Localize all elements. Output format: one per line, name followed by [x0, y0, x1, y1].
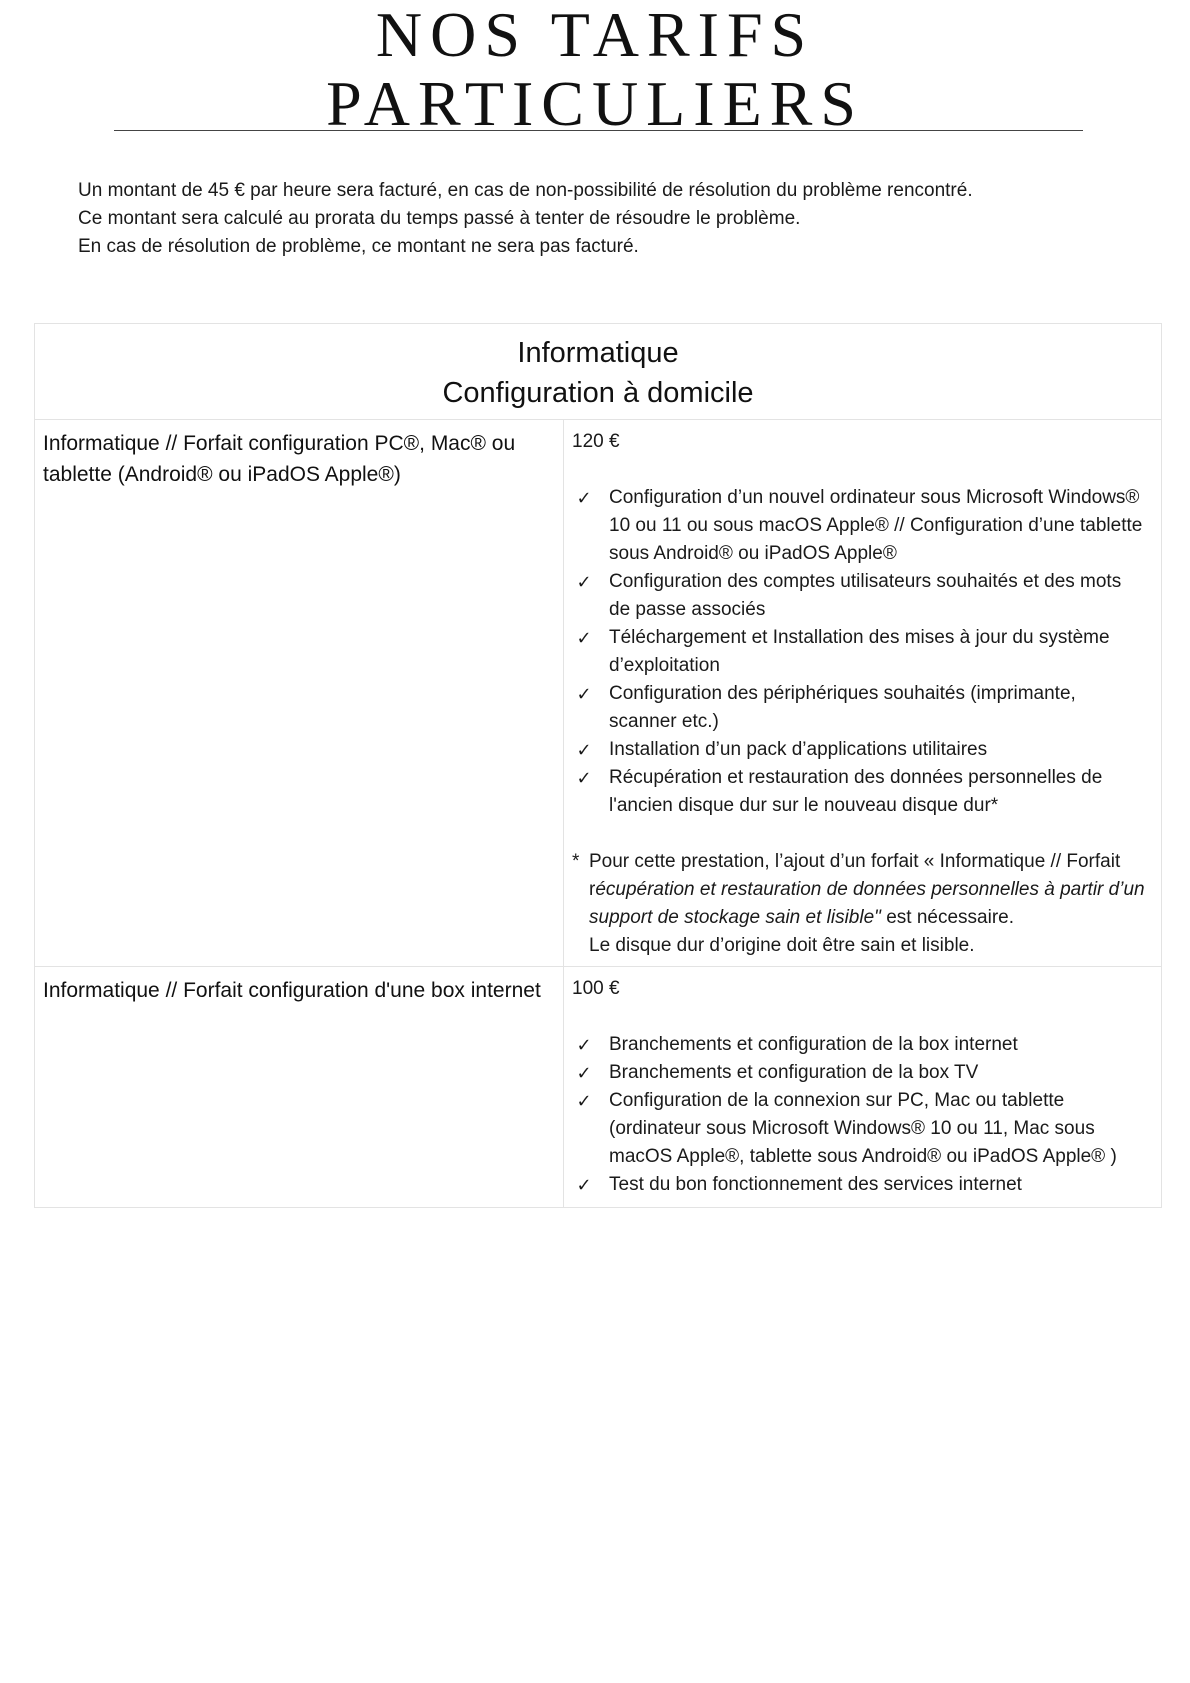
offer-price: 120 € — [572, 431, 620, 452]
checkmark-icon: ✓ — [576, 684, 592, 704]
table-header-line-1: Informatique — [517, 337, 679, 369]
offer-footnote — [572, 848, 1147, 960]
feature-text: Configuration des périphériques souhaités (imprimante, scanner etc.) — [609, 683, 1076, 732]
list-item — [572, 484, 1147, 568]
pricing-table-header-row — [35, 324, 1162, 420]
feature-text: Téléchargement et Installation des mises à jour du système d’exploitation — [609, 627, 1110, 676]
offer-name: Informatique // Forfait configuration PC®, Mac® ou tablette (Android® ou iPadOS Apple®) — [35, 420, 564, 967]
checkmark-icon: ✓ — [576, 1091, 592, 1111]
feature-text: Récupération et restauration des données personnelles de l'ancien disque dur sur le nouveau disque dur* — [609, 767, 1103, 816]
checkmark-icon: ✓ — [576, 1175, 592, 1195]
checkmark-icon: ✓ — [576, 572, 592, 592]
feature-text: Branchements et configuration de la box TV — [609, 1062, 979, 1083]
intro-paragraph — [78, 177, 1118, 261]
pricing-table-header — [35, 324, 1162, 420]
checkmark-icon: ✓ — [576, 1063, 592, 1083]
table-row — [35, 420, 1162, 967]
feature-text: Configuration des comptes utilisateurs souhaités et des mots de passe associés — [609, 571, 1122, 620]
page-title-line-1: NOS TARIFS — [375, 0, 815, 70]
checkmark-icon: ✓ — [576, 768, 592, 788]
footnote-asterisk: * — [572, 851, 580, 872]
checkmark-icon: ✓ — [576, 628, 592, 648]
offer-feature-list — [572, 484, 1147, 820]
title-divider — [114, 130, 1083, 131]
page-title — [0, 0, 1190, 138]
table-row — [35, 967, 1162, 1208]
footnote-text-start: Pour cette prestation, l’ajout d’un forfait « Informatique // Forfait r — [589, 851, 1121, 900]
feature-text: Branchements et configuration de la box internet — [609, 1034, 1018, 1055]
list-item — [572, 736, 1147, 764]
table-header-line-2: Configuration à domicile — [442, 377, 754, 409]
list-item — [572, 568, 1147, 624]
offer-price: 100 € — [572, 978, 620, 999]
footnote-text-end: est nécessaire. — [880, 907, 1014, 928]
feature-text: Configuration de la connexion sur PC, Mac ou tablette (ordinateur sous Microsoft Windows® 10 ou 11, Mac sous macOS Apple®, tablette sous Android® ou iPadOS Apple® ) — [609, 1090, 1117, 1167]
list-item — [572, 1059, 1147, 1087]
feature-text: Installation d’un pack d’applications utilitaires — [609, 739, 988, 760]
offer-details — [564, 420, 1162, 967]
intro-line: Un montant de 45 € par heure sera facturé, en cas de non-possibilité de résolution du problème rencontré. — [78, 180, 973, 201]
checkmark-icon: ✓ — [576, 1035, 592, 1055]
footnote-text-italic: écupération et restauration de données personnelles à partir d’un support de stockage sain et lisible" — [589, 879, 1145, 928]
footnote-text — [589, 848, 1147, 932]
list-item — [572, 1171, 1147, 1199]
checkmark-icon: ✓ — [576, 740, 592, 760]
offer-details — [564, 967, 1162, 1208]
page-title-line-2: PARTICULIERS — [326, 68, 864, 139]
feature-text: Test du bon fonctionnement des services internet — [609, 1174, 1022, 1195]
intro-line: En cas de résolution de problème, ce montant ne sera pas facturé. — [78, 236, 639, 257]
list-item — [572, 1031, 1147, 1059]
list-item — [572, 680, 1147, 736]
footnote-second-line: Le disque dur d’origine doit être sain et lisible. — [589, 935, 975, 956]
list-item — [572, 624, 1147, 680]
list-item — [572, 764, 1147, 820]
intro-line: Ce montant sera calculé au prorata du temps passé à tenter de résoudre le problème. — [78, 208, 801, 229]
feature-text: Configuration d’un nouvel ordinateur sous Microsoft Windows® 10 ou 11 ou sous macOS Apple® // Configuration d’une tablette sous Android® ou iPadOS Apple® — [609, 487, 1143, 564]
offer-feature-list — [572, 1031, 1147, 1199]
list-item — [572, 1087, 1147, 1171]
offer-name: Informatique // Forfait configuration d'une box internet — [35, 967, 564, 1208]
checkmark-icon: ✓ — [576, 488, 592, 508]
pricing-table — [34, 323, 1162, 1208]
